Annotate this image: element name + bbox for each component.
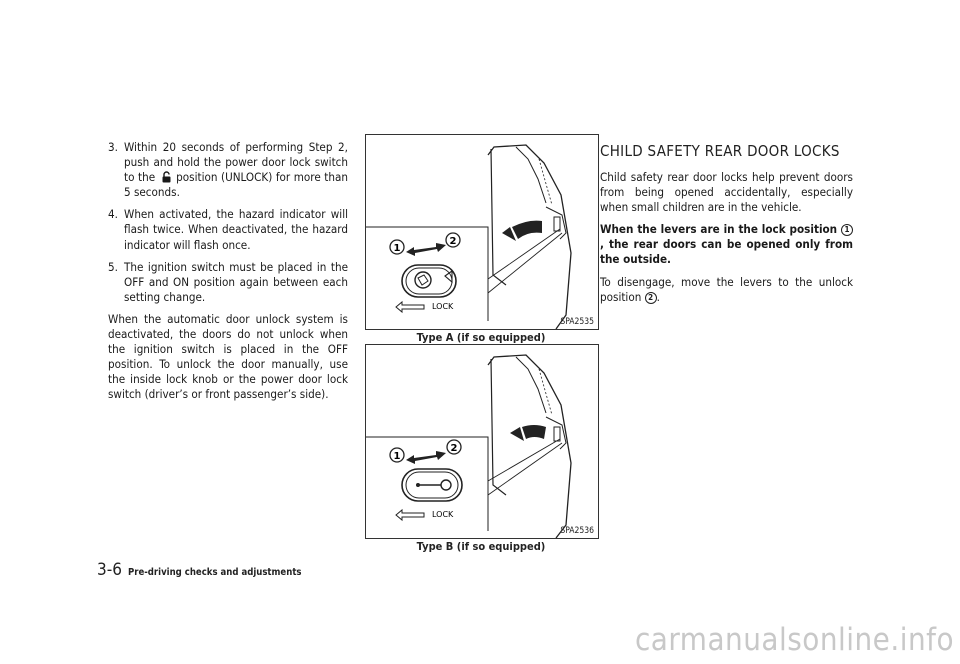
- marker-2-label: 2: [449, 236, 457, 247]
- step-text: [124, 140, 348, 200]
- body-paragraph: [600, 275, 853, 305]
- step-text-part: Within 20 seconds of performing Step 2, push and hold the power door lock switch to the: [124, 140, 348, 185]
- paragraph-part: To disengage, move the levers to the unlock position: [600, 274, 853, 304]
- figure-type-b: [365, 344, 599, 539]
- callout-marker-2: 2: [645, 292, 657, 304]
- section-title: CHILD SAFETY REAR DOOR LOCKS: [600, 142, 840, 160]
- step-text: When activated, the hazard indicator will flash twice. When deactivated, the hazard indicator will flash once.: [124, 207, 348, 252]
- paragraph-part: .: [656, 289, 660, 304]
- section-name: Pre-driving checks and adjustments: [127, 567, 302, 578]
- right-column: [600, 140, 853, 312]
- page-footer: [97, 560, 302, 580]
- lock-label: LOCK: [432, 302, 454, 311]
- step-5: [108, 260, 348, 305]
- watermark: carmanualsonline.info: [634, 622, 954, 658]
- step-text: The ignition switch must be placed in the OFF and ON position again between each setting change.: [124, 259, 348, 304]
- left-column: [108, 140, 348, 410]
- figure-code: SPA2536: [560, 526, 594, 536]
- door-lock-illustration: [366, 135, 598, 329]
- paragraph-part: , the rear doors can be opened only from the outside.: [600, 237, 853, 267]
- lock-label: LOCK: [432, 510, 454, 519]
- figure-type-a: [365, 134, 599, 330]
- step-number: 5.: [108, 259, 118, 274]
- door-lock-illustration: [366, 345, 598, 538]
- step-4: [108, 207, 348, 252]
- marker-2-label: 2: [450, 443, 458, 454]
- unlock-icon: [161, 171, 172, 183]
- callout-marker-1: 1: [841, 224, 853, 236]
- step-number: 4.: [108, 207, 118, 222]
- marker-1-label: 1: [393, 451, 401, 462]
- marker-1-label: 1: [393, 243, 401, 254]
- body-paragraph-bold: [600, 222, 853, 267]
- figure-caption: Type B (if so equipped): [416, 540, 546, 553]
- paragraph-part: When the levers are in the lock position: [600, 222, 838, 237]
- figure-caption: Type A (if so equipped): [416, 331, 546, 344]
- step-number: 3.: [108, 140, 118, 154]
- body-paragraph: When the automatic door unlock system is deactivated, the doors do not unlock when the ignition switch is placed in the OFF position. To unlock the door manually, use the inside lock knob or the power door lock switch (driver’s or front passenger’s side).: [108, 311, 348, 402]
- figure-code: SPA2535: [560, 317, 594, 327]
- page-number: 3-6: [97, 560, 122, 580]
- body-paragraph: Child safety rear door locks help prevent doors from being opened accidentally, especially when small children are in the vehicle.: [600, 170, 853, 215]
- step-text-part: position (UNLOCK) for more than 5 seconds.: [124, 170, 348, 200]
- step-3: [108, 140, 348, 200]
